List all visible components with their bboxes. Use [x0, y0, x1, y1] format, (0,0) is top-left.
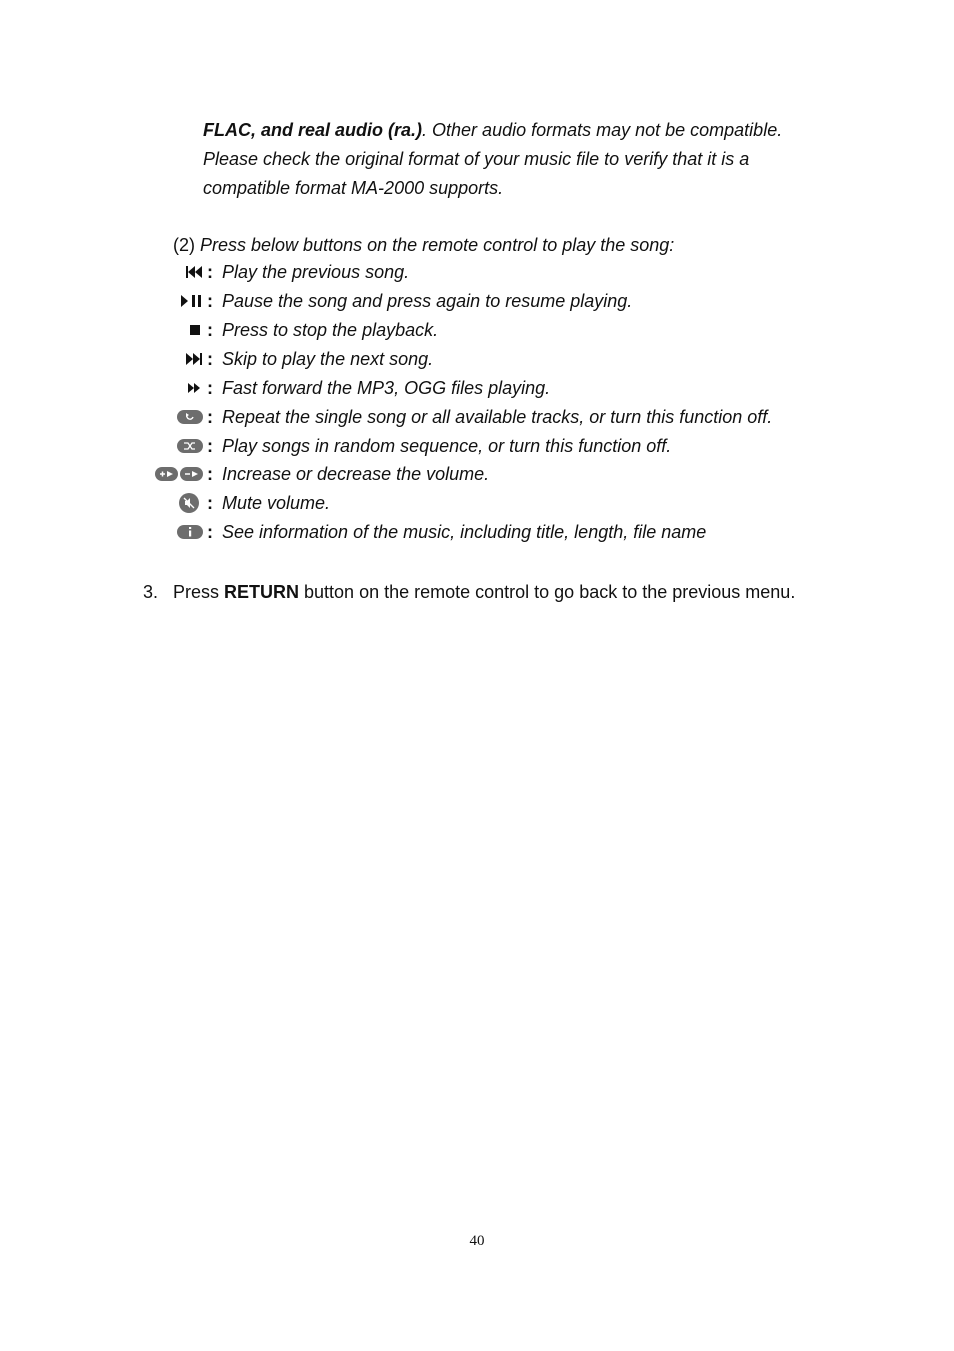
play-pause-icon — [177, 291, 203, 311]
button-row-fast-forward — [0, 376, 800, 400]
button-desc: Play songs in random sequence, or turn this function off. — [222, 436, 672, 456]
button-row-play-pause — [0, 289, 800, 313]
colon: : — [207, 291, 213, 311]
colon: : — [207, 464, 213, 484]
step-3-bold: RETURN — [224, 582, 300, 602]
step-3-prefix: Press — [173, 582, 225, 602]
button-row-volume — [0, 462, 800, 486]
button-desc: Increase or decrease the volume. — [222, 464, 490, 484]
button-row-mute — [0, 491, 800, 515]
button-row-info — [0, 520, 800, 544]
colon: : — [207, 407, 213, 427]
button-row-repeat — [0, 405, 800, 429]
step-3-number: 3. — [143, 582, 159, 602]
colon: : — [207, 349, 213, 369]
next-track-icon — [183, 349, 203, 369]
button-desc: See information of the music, including title, length, file name — [222, 522, 707, 542]
button-row-shuffle — [0, 434, 800, 458]
intro-rest: . Other audio formats may not be compatible. — [422, 120, 783, 140]
step-2-number: (2) — [173, 235, 195, 255]
button-desc: Repeat the single song or all available tracks, or turn this function off. — [222, 407, 773, 427]
mute-icon — [177, 493, 199, 513]
button-desc: Pause the song and press again to resume playing. — [222, 291, 633, 311]
colon: : — [207, 493, 213, 513]
colon: : — [207, 320, 213, 340]
button-desc: Fast forward the MP3, OGG files playing. — [222, 378, 551, 398]
button-desc: Skip to play the next song. — [222, 349, 434, 369]
intro-line3: compatible format MA-2000 supports. — [203, 178, 504, 198]
fast-forward-icon — [185, 378, 203, 398]
button-row-next — [0, 347, 800, 371]
step-2-heading — [173, 232, 674, 258]
intro-line2: Please check the original format of your music file to verify that it is a — [203, 149, 750, 169]
step-2-text: Press below buttons on the remote control to play the song: — [200, 235, 675, 255]
previous-track-icon — [183, 262, 203, 282]
button-desc: Press to stop the playback. — [222, 320, 439, 340]
colon: : — [207, 378, 213, 398]
stop-icon — [185, 320, 201, 340]
colon: : — [207, 436, 213, 456]
button-desc: Mute volume. — [222, 493, 331, 513]
step-3-suffix: button on the remote control to go back to the previous menu. — [299, 582, 796, 602]
page-number: 40 — [469, 1233, 485, 1249]
colon: : — [207, 262, 213, 282]
repeat-icon — [175, 407, 203, 427]
intro-bold: FLAC, and real audio (ra.) — [203, 120, 423, 140]
info-icon — [175, 522, 203, 542]
step-3-text — [173, 578, 813, 607]
colon: : — [207, 522, 213, 542]
button-row-previous — [0, 260, 800, 284]
volume-up-down-icon — [155, 464, 203, 484]
intro-paragraph — [203, 116, 843, 203]
button-desc: Play the previous song. — [222, 262, 410, 282]
button-row-stop — [0, 318, 800, 342]
shuffle-icon — [175, 436, 203, 456]
